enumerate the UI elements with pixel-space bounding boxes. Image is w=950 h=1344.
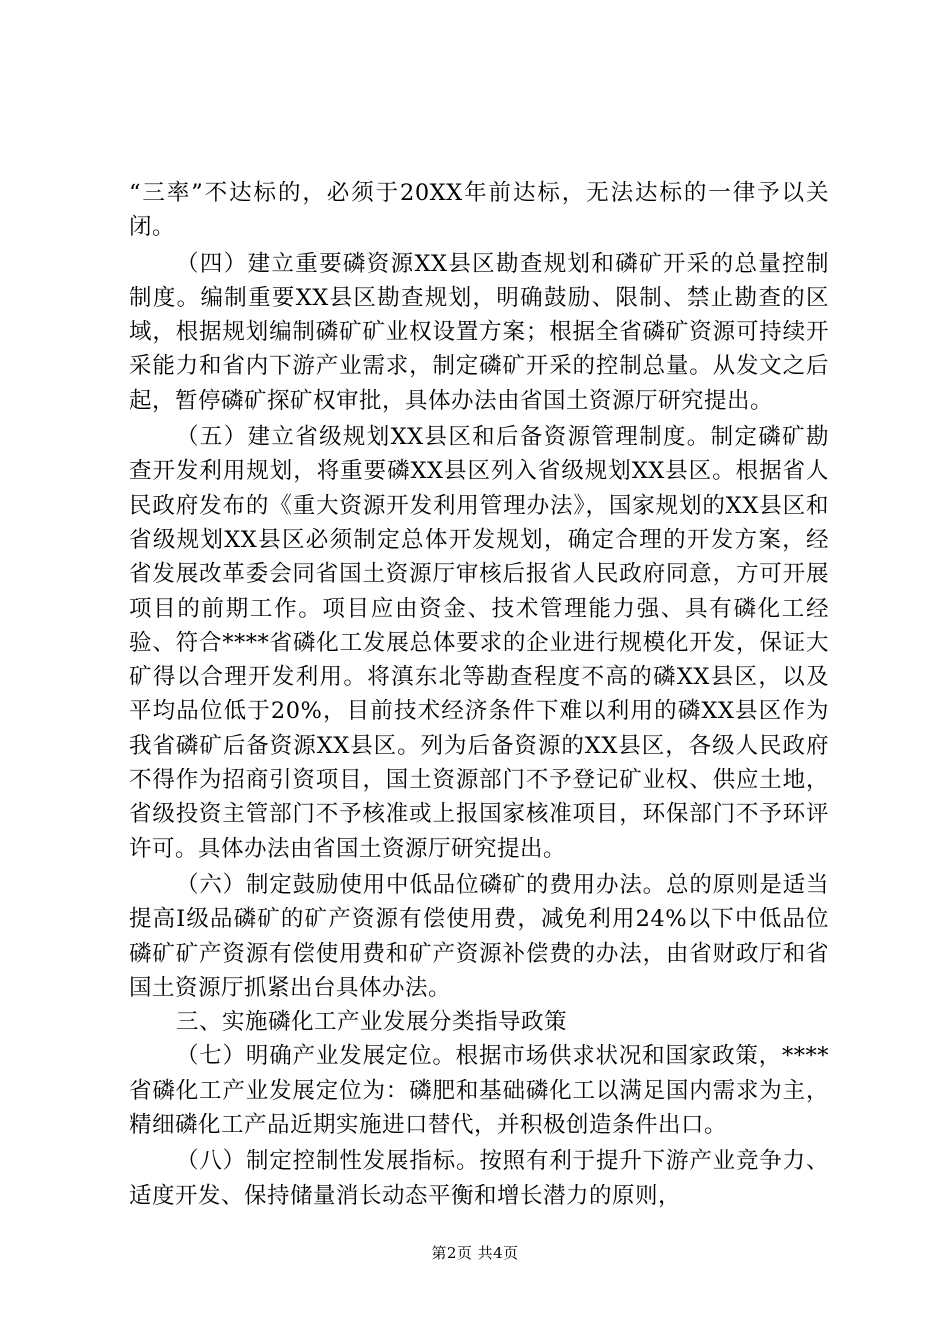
document-body bbox=[129, 176, 829, 1213]
paragraph-section-8: （八）制定控制性发展指标。按照有利于提升下游产业竞争力、适度开发、保持储量消长动态平衡和增长潜力的原则， bbox=[129, 1148, 829, 1209]
paragraph-section-7: （七）明确产业发展定位。根据市场供求状况和国家政策，****省磷化工产业发展定位为：磷肥和基础磷化工以满足国内需求为主，精细磷化工产品近期实施进口替代，并积极创造条件出口。 bbox=[129, 1043, 829, 1139]
paragraph-closing-clause: “三率”不达标的，必须于20XX年前达标，无法达标的一律予以关闭。 bbox=[129, 180, 829, 241]
heading-part-3: 三、实施磷化工产业发展分类指导政策 bbox=[176, 1009, 568, 1036]
paragraph-section-6: （六）制定鼓励使用中低品位磷矿的费用办法。总的原则是适当提高Ⅰ级品磷矿的矿产资源有偿使用费，减免利用24%以下中低品位磷矿矿产资源有偿使用费和矿产资源补偿费的办法，由省财政厅和省国土资源厅抓紧出台具体办法。 bbox=[129, 871, 829, 1001]
paragraph-section-4: （四）建立重要磷资源XX县区勘查规划和磷矿开采的总量控制制度。编制重要XX县区勘查规划，明确鼓励、限制、禁止勘查的区域，根据规划编制磷矿矿业权设置方案；根据全省磷矿资源可持续开采能力和省内下游产业需求，制定磷矿开采的控制总量。从发文之后起，暂停磷矿探矿权审批，具体办法由省国土资源厅研究提出。 bbox=[129, 250, 829, 414]
paragraph-section-5: （五）建立省级规划XX县区和后备资源管理制度。制定磷矿勘查开发利用规划，将重要磷XX县区列入省级规划XX县区。根据省人民政府发布的《重大资源开发利用管理办法》，国家规划的XX县区和省级规划XX县区必须制定总体开发规划，确定合理的开发方案，经省发展改革委会同省国土资源厅审核后报省人民政府同意，方可开展项目的前期工作。项目应由资金、技术管理能力强、具有磷化工经验、符合****省磷化工发展总体要求的企业进行规模化开发，保证大矿得以合理开发利用。将滇东北等勘查程度不高的磷XX县区，以及平均品位低于20%，目前技术经济条件下难以利用的磷XX县区作为我省磷矿后备资源XX县区。列为后备资源的XX县区，各级人民政府不得作为招商引资项目，国土资源部门不予登记矿业权、供应土地，省级投资主管部门不予核准或上报国家核准项目，环保部门不予环评许可。具体办法由省国土资源厅研究提出。 bbox=[129, 424, 829, 862]
page-number-footer: 第2页 共4页 bbox=[431, 1244, 519, 1262]
